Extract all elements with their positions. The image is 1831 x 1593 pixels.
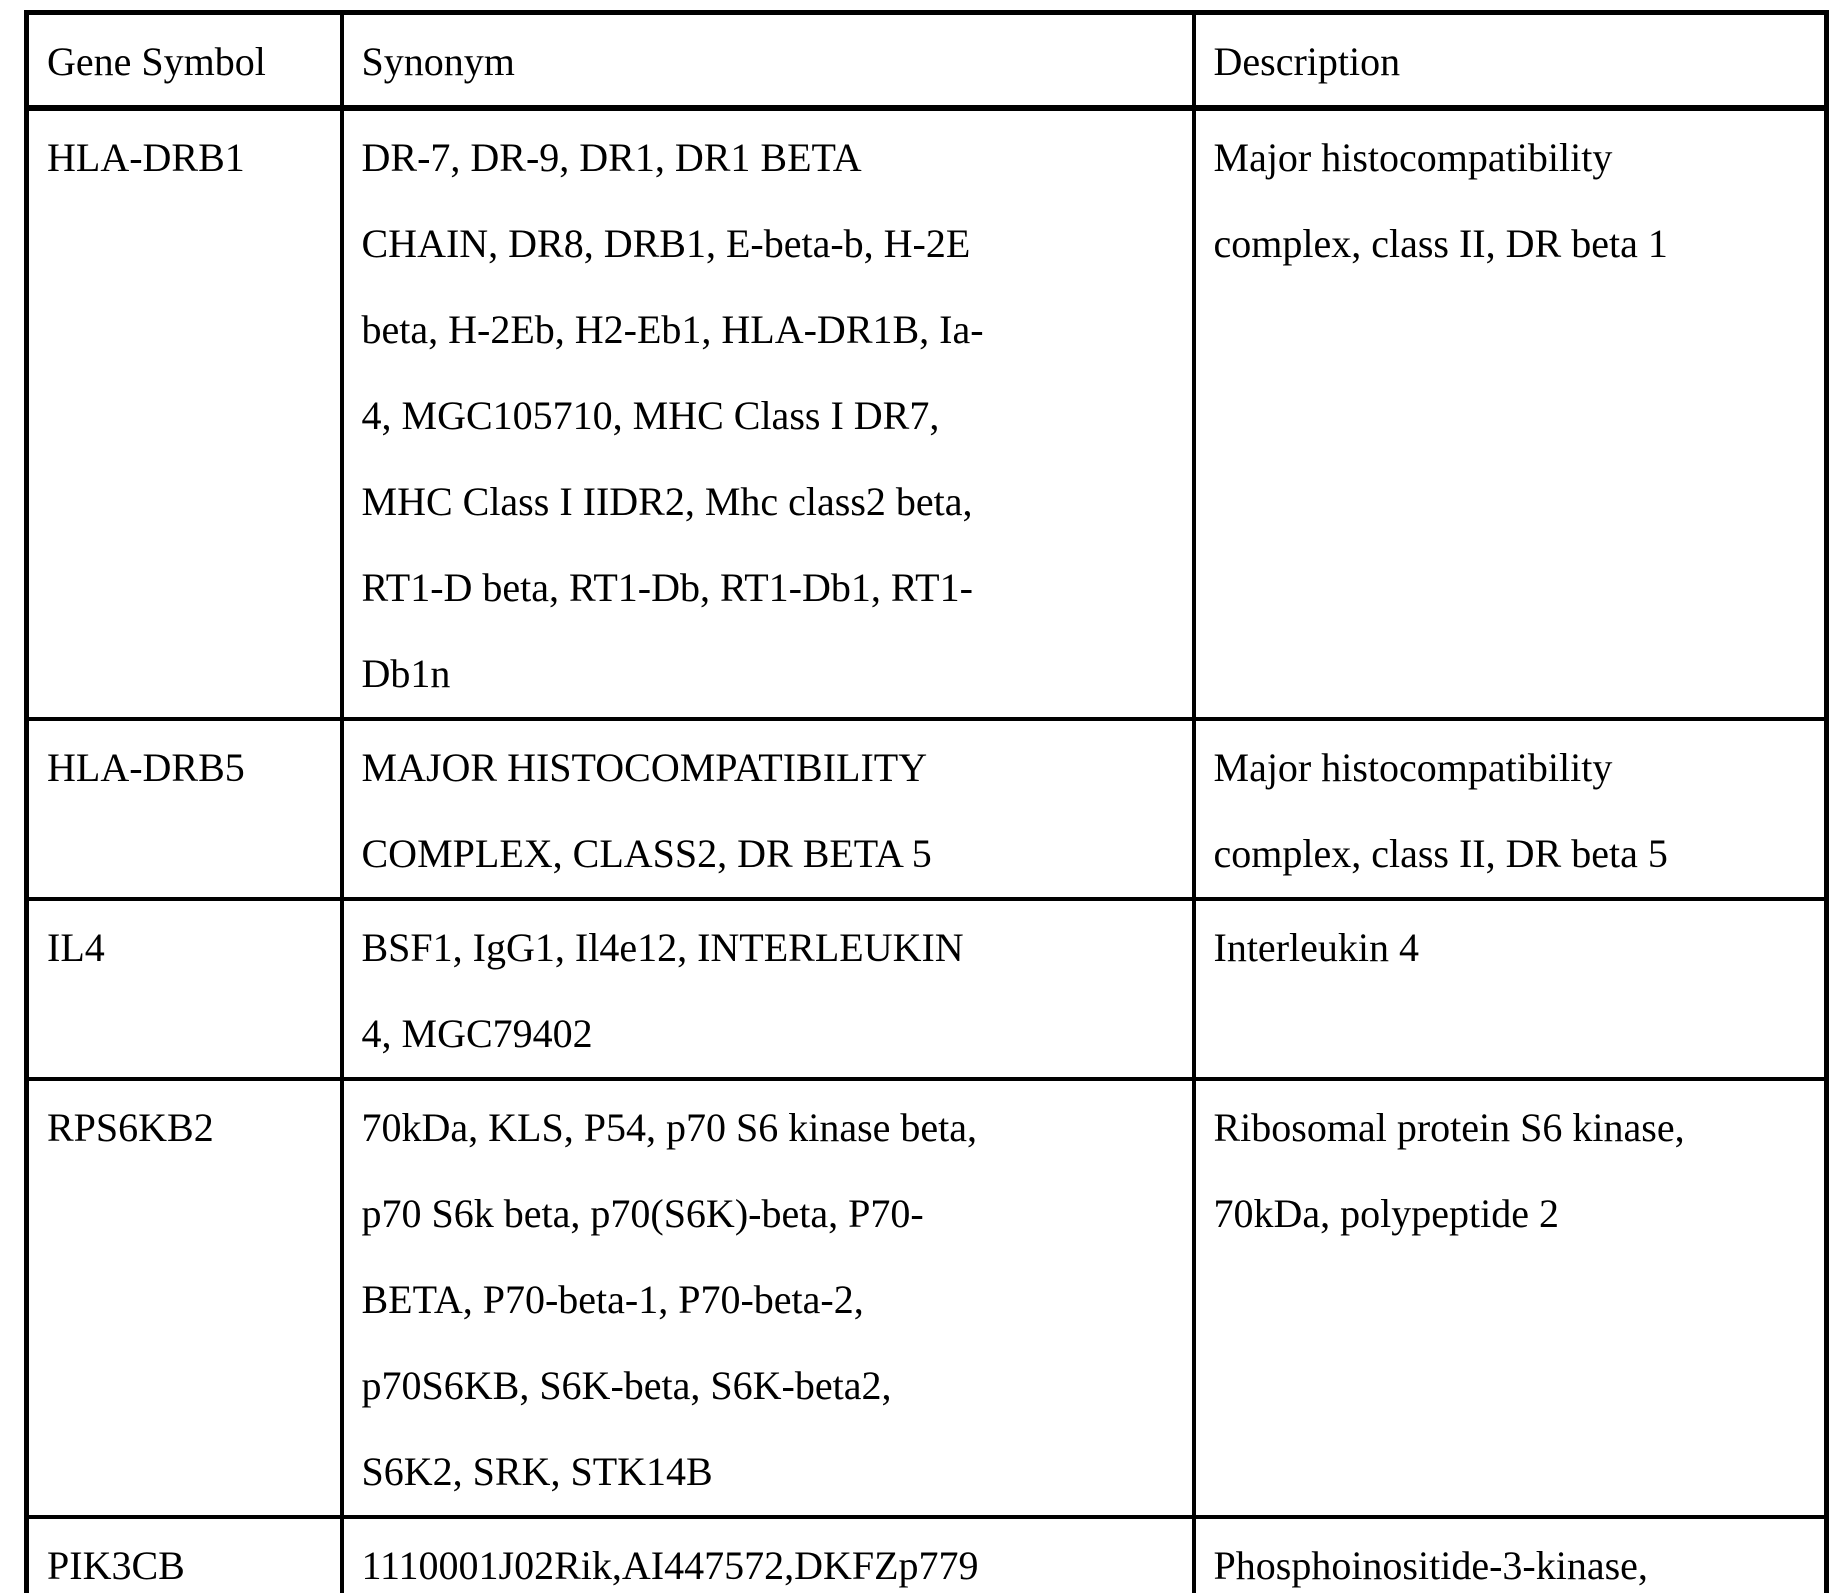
gene-symbol-cell: IL4: [27, 899, 342, 1079]
gene-symbol-cell: RPS6KB2: [27, 1079, 342, 1517]
synonym-cell: 1110001J02Rik,AI447572,DKFZp779: [342, 1517, 1194, 1593]
synonym-cell: MAJOR HISTOCOMPATIBILITY COMPLEX, CLASS2, DR BETA 5: [342, 719, 1194, 899]
synonym-cell: DR-7, DR-9, DR1, DR1 BETA CHAIN, DR8, DRB1, E-beta-b, H-2E beta, H-2Eb, H2-Eb1, HLA-DR1B, Ia- 4, MGC105710, MHC Class I DR7, MHC Class I IIDR2, Mhc class2 beta, RT1-D beta, RT1-Db, RT1-Db1, RT1- Db1n: [342, 108, 1194, 719]
column-header-description: Description: [1194, 13, 1827, 109]
table-row: [27, 719, 1827, 899]
table-row: [27, 1079, 1827, 1517]
column-header-synonym: Synonym: [342, 13, 1194, 109]
table-header-row: [27, 13, 1827, 109]
table-row: [27, 108, 1827, 719]
gene-symbol-cell: HLA-DRB1: [27, 108, 342, 719]
synonym-cell: 70kDa, KLS, P54, p70 S6 kinase beta, p70 S6k beta, p70(S6K)-beta, P70- BETA, P70-beta-1, P70-beta-2, p70S6KB, S6K-beta, S6K-beta2, S6K2, SRK, STK14B: [342, 1079, 1194, 1517]
gene-synonym-table: [24, 10, 1829, 1593]
table-row: [27, 899, 1827, 1079]
gene-symbol-cell: PIK3CB: [27, 1517, 342, 1593]
gene-symbol-cell: HLA-DRB5: [27, 719, 342, 899]
description-cell: Phosphoinositide-3-kinase,: [1194, 1517, 1827, 1593]
description-cell: Major histocompatibility complex, class II, DR beta 1: [1194, 108, 1827, 719]
description-cell: Ribosomal protein S6 kinase, 70kDa, polypeptide 2: [1194, 1079, 1827, 1517]
description-cell: Major histocompatibility complex, class II, DR beta 5: [1194, 719, 1827, 899]
description-cell: Interleukin 4: [1194, 899, 1827, 1079]
synonym-cell: BSF1, IgG1, Il4e12, INTERLEUKIN 4, MGC79402: [342, 899, 1194, 1079]
table-row: [27, 1517, 1827, 1593]
column-header-gene-symbol: Gene Symbol: [27, 13, 342, 109]
